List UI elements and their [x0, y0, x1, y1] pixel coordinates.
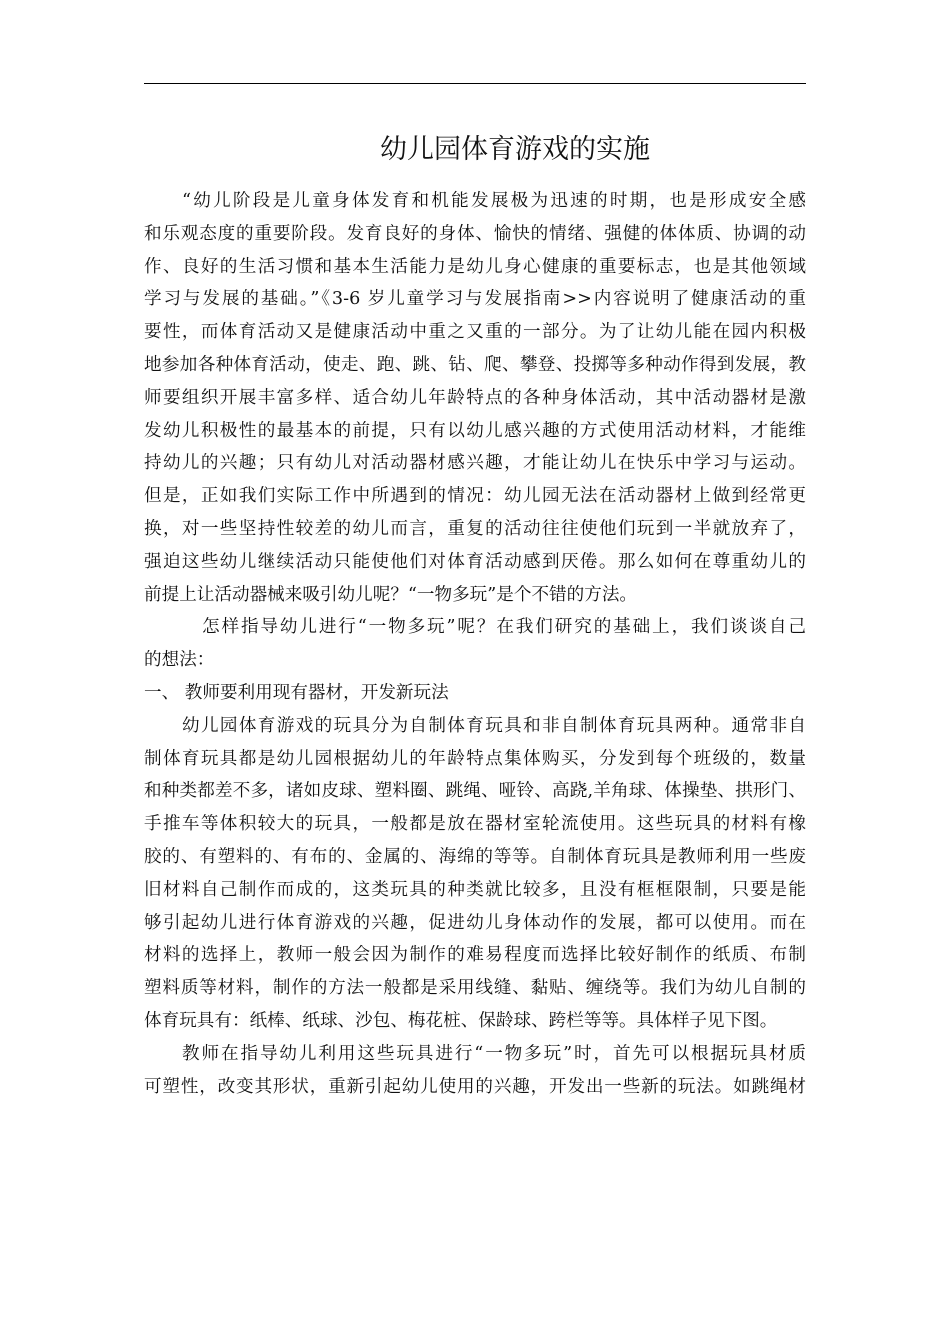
text-line: 可塑性，改变其形状，重新引起幼儿使用的兴趣，开发出一些新的玩法。如跳绳材 [144, 1076, 806, 1097]
text-line: 幼儿园体育游戏的玩具分为自制体育玩具和非自制体育玩具两种。通常非自 [182, 715, 806, 736]
text-line: 塑料质等材料，制作的方法一般都是采用线缝、黏贴、缠绕等。我们为幼儿自制的 [144, 978, 806, 999]
text-line: 体育玩具有：纸棒、纸球、沙包、梅花桩、保龄球、跨栏等等。具体样子见下图。 [144, 1010, 778, 1031]
text-line: 强迫这些幼儿继续活动只能使他们对体育活动感到厌倦。那么如何在尊重幼儿的 [144, 551, 806, 572]
text-line: 材料的选择上，教师一般会因为制作的难易程度而选择比较好制作的纸质、布制 [144, 945, 806, 966]
text-line: 和种类都差不多，诸如皮球、塑料圈、跳绳、哑铃、高跷,羊角球、体操垫、拱形门、 [144, 781, 806, 802]
text-line: 换，对一些坚持性较差的幼儿而言，重复的活动往往使他们玩到一半就放弃了， [144, 518, 806, 539]
text-line: 学习与发展的基础。”《3-6 岁儿童学习与发展指南>>内容说明了健康活动的重 [144, 289, 806, 310]
text-line: 教师在指导幼儿利用这些玩具进行“一物多玩”时，首先可以根据玩具材质 [182, 1043, 806, 1064]
text-line: 前提上让活动器械来吸引幼儿呢？“一物多玩”是个不错的方法。 [144, 584, 638, 605]
text-line: 怎样指导幼儿进行“一物多玩”呢？在我们研究的基础上，我们谈谈自己 [202, 617, 806, 638]
text-line: 地参加各种体育活动，使走、跑、跳、钻、爬、攀登、投掷等多种动作得到发展，教 [144, 354, 806, 375]
text-line: 的想法： [144, 650, 215, 671]
header-rule [144, 83, 806, 84]
document-body [144, 185, 806, 1103]
text-line: 发幼儿积极性的最基本的前提，只有以幼儿感兴趣的方式使用活动材料，才能维 [144, 420, 806, 441]
text-line: “幼儿阶段是儿童身体发育和机能发展极为迅速的时期，也是形成安全感 [182, 191, 806, 211]
section-heading: 一、 教师要利用现有器材，开发新玩法 [144, 682, 449, 703]
text-line: 旧材料自己制作而成的，这类玩具的种类就比较多，且没有框框限制，只要是能 [144, 879, 806, 900]
text-line: 要性，而体育活动又是健康活动中重之又重的一部分。为了让幼儿能在园内积极 [144, 322, 806, 343]
text-line: 制体育玩具都是幼儿园根据幼儿的年龄特点集体购买，分发到每个班级的，数量 [144, 748, 806, 769]
text-line: 手推车等体积较大的玩具，一般都是放在器材室轮流使用。这些玩具的材料有橡 [144, 814, 806, 835]
text-line: 但是，正如我们实际工作中所遇到的情况：幼儿园无法在活动器材上做到经常更 [144, 486, 806, 507]
text-line: 够引起幼儿进行体育游戏的兴趣，促进幼儿身体动作的发展，都可以使用。而在 [144, 912, 806, 933]
text-line: 作、良好的生活习惯和基本生活能力是幼儿身心健康的重要标志，也是其他领域 [144, 256, 806, 277]
text-line: 师要组织开展丰富多样、适合幼儿年龄特点的各种身体活动，其中活动器材是激 [144, 387, 806, 408]
text-line: 持幼儿的兴趣；只有幼儿对活动器材感兴趣，才能让幼儿在快乐中学习与运动。 [144, 453, 806, 474]
text-line: 和乐观态度的重要阶段。发育良好的身体、愉快的情绪、强健的体体质、协调的动 [144, 223, 806, 244]
document-title: 幼儿园体育游戏的实施 [380, 134, 650, 165]
text-line: 胶的、有塑料的、有布的、金属的、海绵的等等。自制体育玩具是教师利用一些废 [144, 846, 806, 867]
